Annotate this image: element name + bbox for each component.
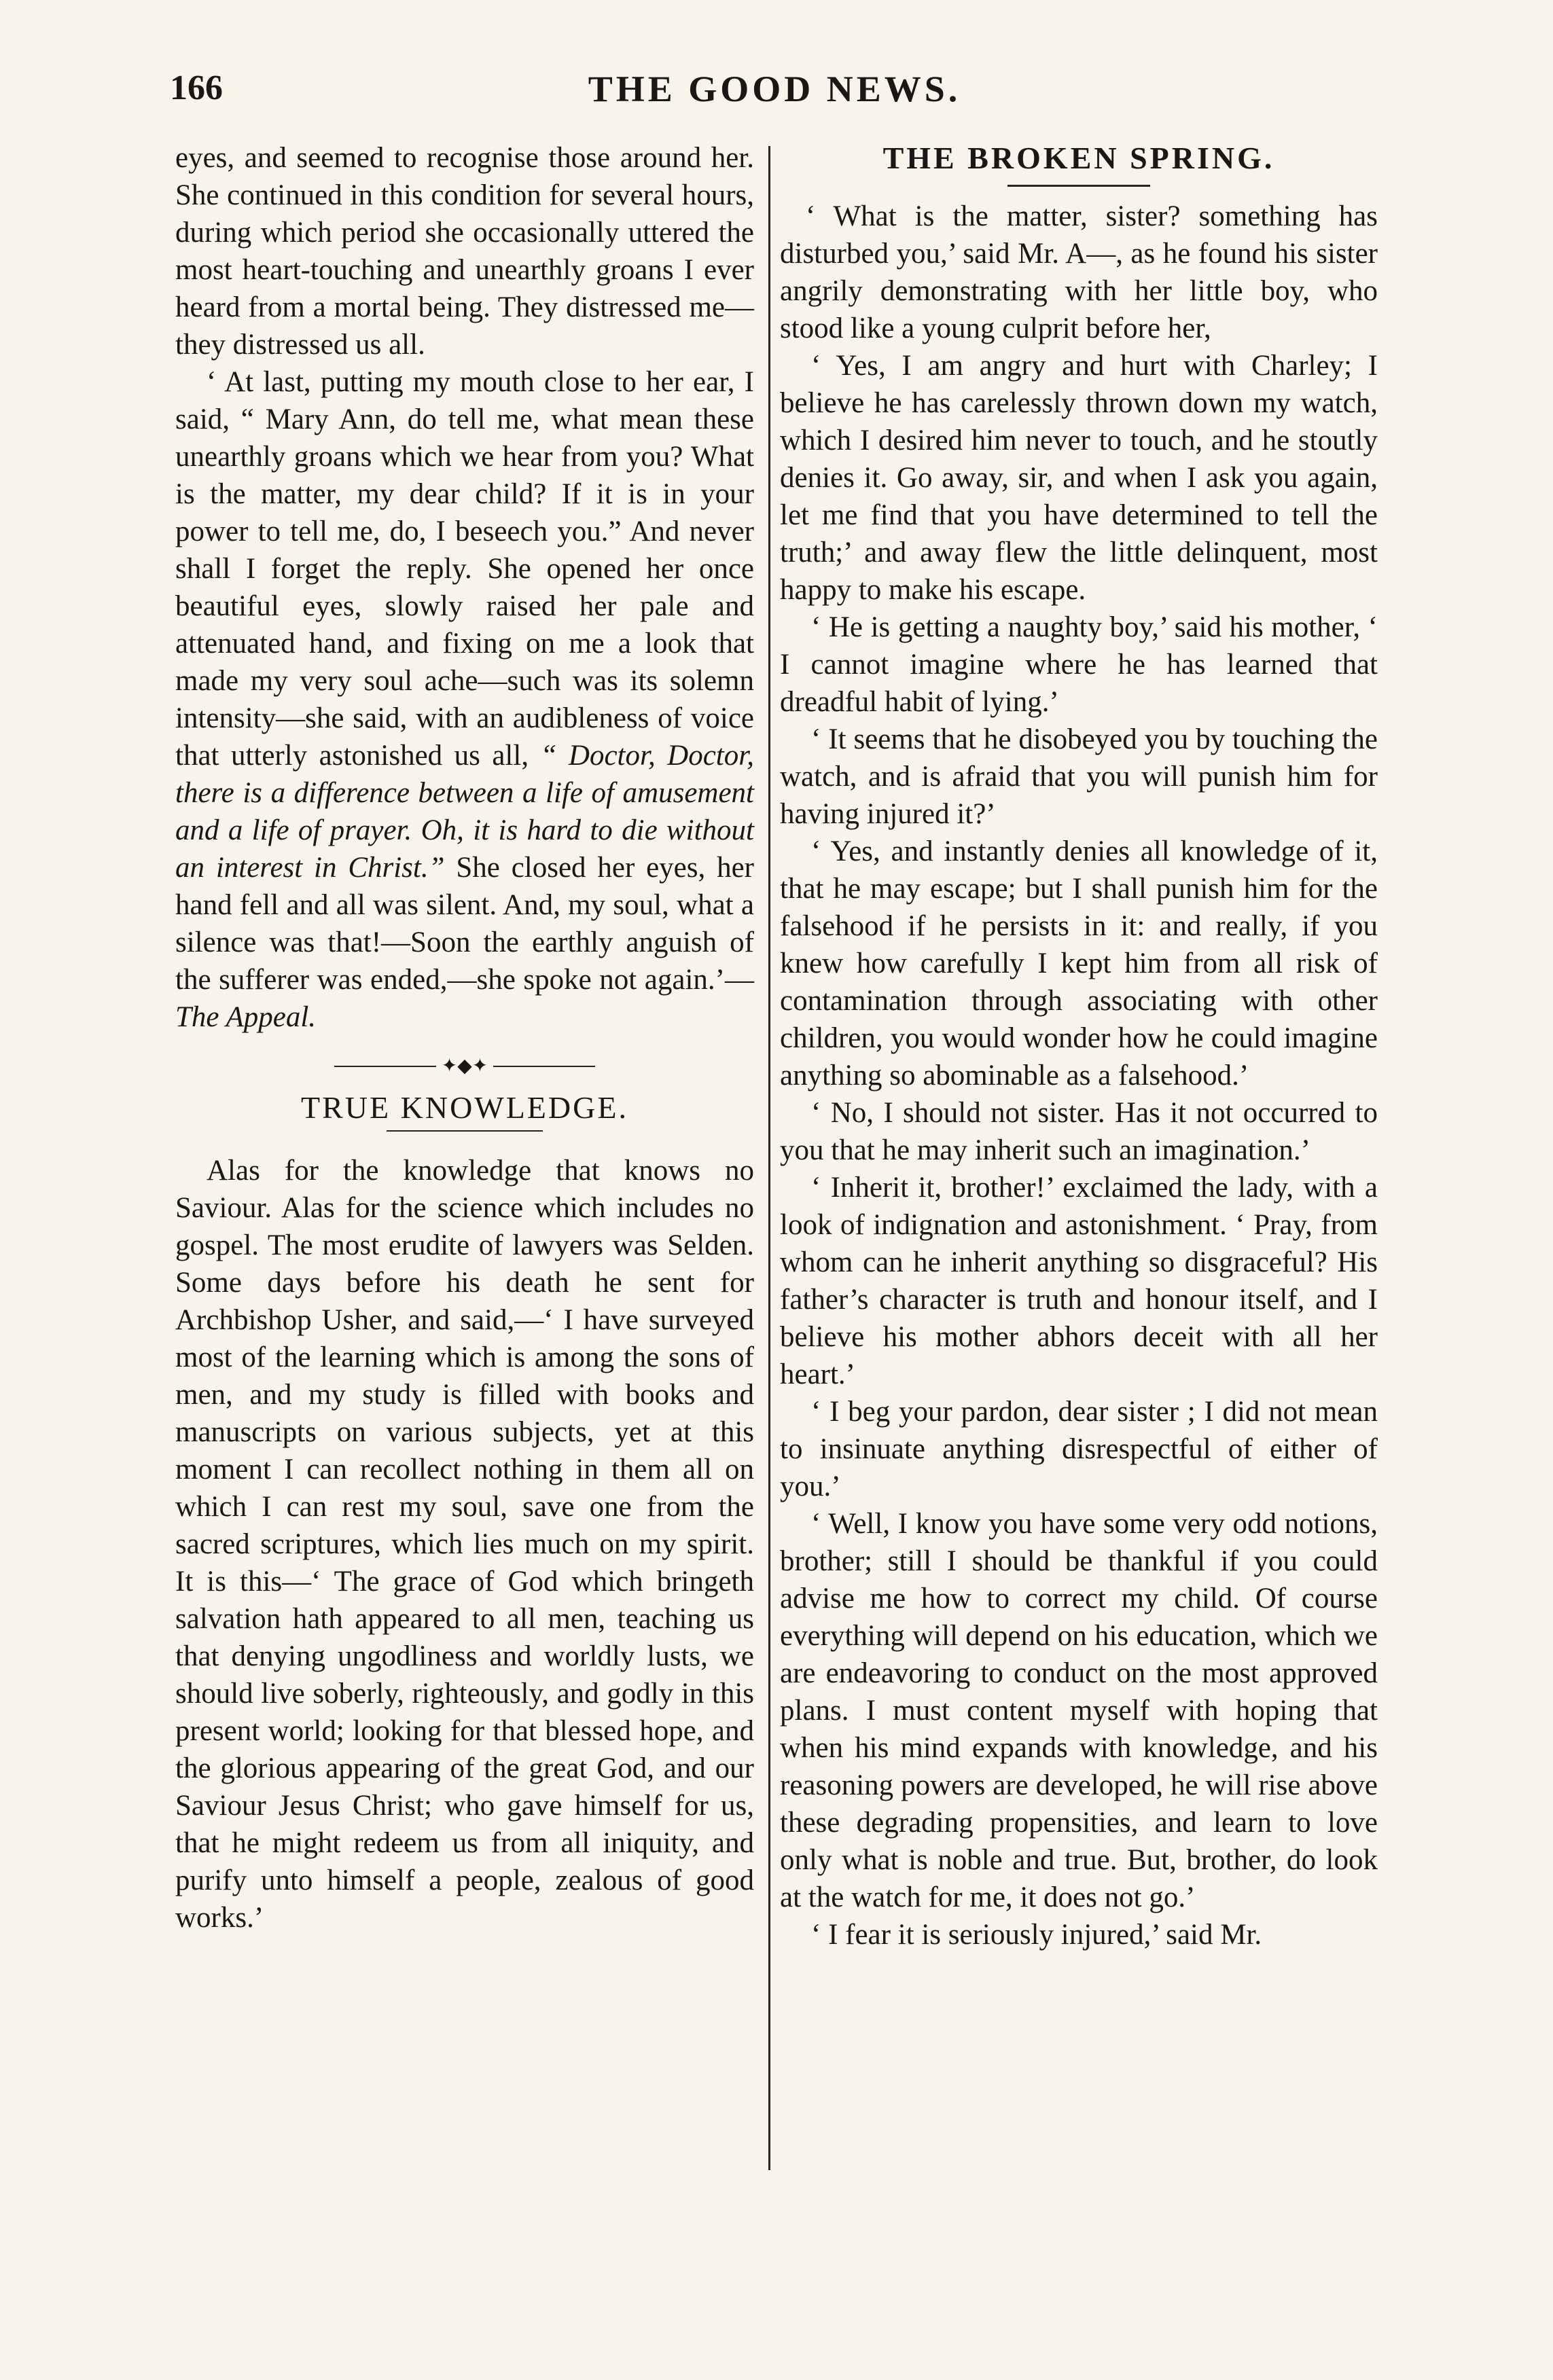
paragraph: ‘ I beg your pardon, dear sister ; I did not mean to insinuate anything disrespectful of either of you.’ — [780, 1396, 1378, 1502]
title-underline — [387, 1130, 543, 1132]
ornament-rule-right — [493, 1066, 595, 1067]
section-title-true-knowledge: TRUE KNOWLEDGE. — [301, 1089, 628, 1125]
ornament-rule-left — [334, 1066, 436, 1067]
paragraph: ‘ No, I should not sister. Has it not occurred to you that he may inherit such an imagination.’ — [780, 1097, 1378, 1166]
page-number: 166 — [170, 69, 223, 107]
paragraph-continued: eyes, and seemed to recognise those around her. She continued in this condition for several hours, during which period she occasionally uttered the most heart-touching and unearthly groans I ever heard from a mortal being. They distressed me—they distressed us all. — [175, 142, 754, 361]
paragraph: ‘ He is getting a naughty boy,’ said his mother, ‘ I cannot imagine where he has learned that dreadful habit of lying.’ — [780, 611, 1378, 718]
reply-intro-text: ‘ At last, putting my mouth close to her ear, I said, “ Mary Ann, do tell me, what mean these unearthly groans which we hear from you? What is the matter, my dear child? If it is in your power to tell me, do, I beseech you.” And never shall I forget the reply. She opened her once beautiful eyes, slowly raised her pale and attenuated hand, and fixing on me a look that made my very soul ache—such was its solemn intensity—she said, with an audibleness of voice that utterly astonished us all, — [175, 366, 754, 772]
left-column — [175, 139, 754, 1936]
right-column — [780, 139, 1378, 1953]
paragraph: ‘ It seems that he disobeyed you by touching the watch, and is afraid that you will punish him for having injured it?’ — [780, 723, 1378, 830]
paragraph: ‘ What is the matter, sister? something has disturbed you,’ said Mr. A—, as he found his sister angrily demonstrating with her little boy, who stood like a young culprit before her, — [780, 200, 1378, 344]
column-divider — [768, 146, 770, 2170]
section-title-broken-spring: THE BROKEN SPRING. — [882, 141, 1275, 175]
paragraph: ‘ Well, I know you have some very odd notions, brother; still I should be thankful if you could advise me how to correct my child. Of course everything will depend on his education, which we are endeavoring to conduct on the most approved plans. I must content myself with hoping that when his mind expands with knowledge, and his reasoning powers are developed, he will rise above these degrading propensities, and learn to love only what is noble and true. But, brother, do look at the watch for me, it does not go.’ — [780, 1508, 1378, 1913]
source-citation: The Appeal. — [175, 1001, 317, 1033]
page-header — [170, 68, 1379, 122]
section-ornament — [175, 1055, 754, 1077]
paragraph: ‘ Yes, I am angry and hurt with Charley; I believe he has carelessly thrown down my watch, which I desired him never to touch, and he stoutly denies it. Go away, sir, and when I ask you again, let me find that you have determined to tell the truth;’ and away flew the little delinquent, most happy to make his escape. — [780, 350, 1378, 606]
running-title: THE GOOD NEWS. — [588, 69, 961, 109]
reply-tail-text: She closed her eyes, her hand fell and all was silent. And, my soul, what a silence was that!—Soon the earthly anguish of the sufferer was ended,—she spoke not again.’— — [175, 852, 754, 996]
ornament-icon: ✦◆✦ — [441, 1055, 488, 1077]
title-rule — [1007, 185, 1150, 187]
paragraph: ‘ I fear it is seriously injured,’ said Mr. — [811, 1919, 1262, 1951]
paragraph: ‘ Inherit it, brother!’ exclaimed the lady, with a look of indignation and astonishment. ‘ Pray, from whom can he inherit anything so disgraceful? His father’s character is truth and honour itself, and I believe his mother abhors deceit with all her heart.’ — [780, 1172, 1378, 1390]
paragraph-true-knowledge: Alas for the knowledge that knows no Saviour. Alas for the science which includes no gospel. The most erudite of lawyers was Selden. Some days before his death he sent for Archbishop Usher, and said,—‘ I have surveyed most of the learning which is among the sons of men, and my study is filled with books and manuscripts on various subjects, yet at this moment I can recollect nothing in them all on which I can rest my soul, save one from the sacred scriptures, which lies much on my spirit. It is this—‘ The grace of God which bringeth salvation hath appeared to all men, teaching us that denying ungodliness and worldly lusts, we should live soberly, righteously, and godly in this present world; looking for that blessed hope, and the glorious appearing of the great God, and our Saviour Jesus Christ; who gave himself for us, that he might redeem us from all iniquity, and purify unto himself a people, zealous of good works.’ — [175, 1154, 754, 1934]
paragraph-deathbed-reply — [175, 363, 754, 1036]
reply-quote-italic: “ Doctor, Doctor, there is a difference between a life of amusement and a life of prayer. Oh, it is hard to die without an interest in Christ.” — [175, 740, 754, 884]
paragraph: ‘ Yes, and instantly denies all knowledge of it, that he may escape; but I shall punish him for the falsehood if he persists in it: and really, if you knew how carefully I kept him from all risk of contamination through associating with other children, you would wonder how he could imagine anything so abominable as a falsehood.’ — [780, 835, 1378, 1092]
